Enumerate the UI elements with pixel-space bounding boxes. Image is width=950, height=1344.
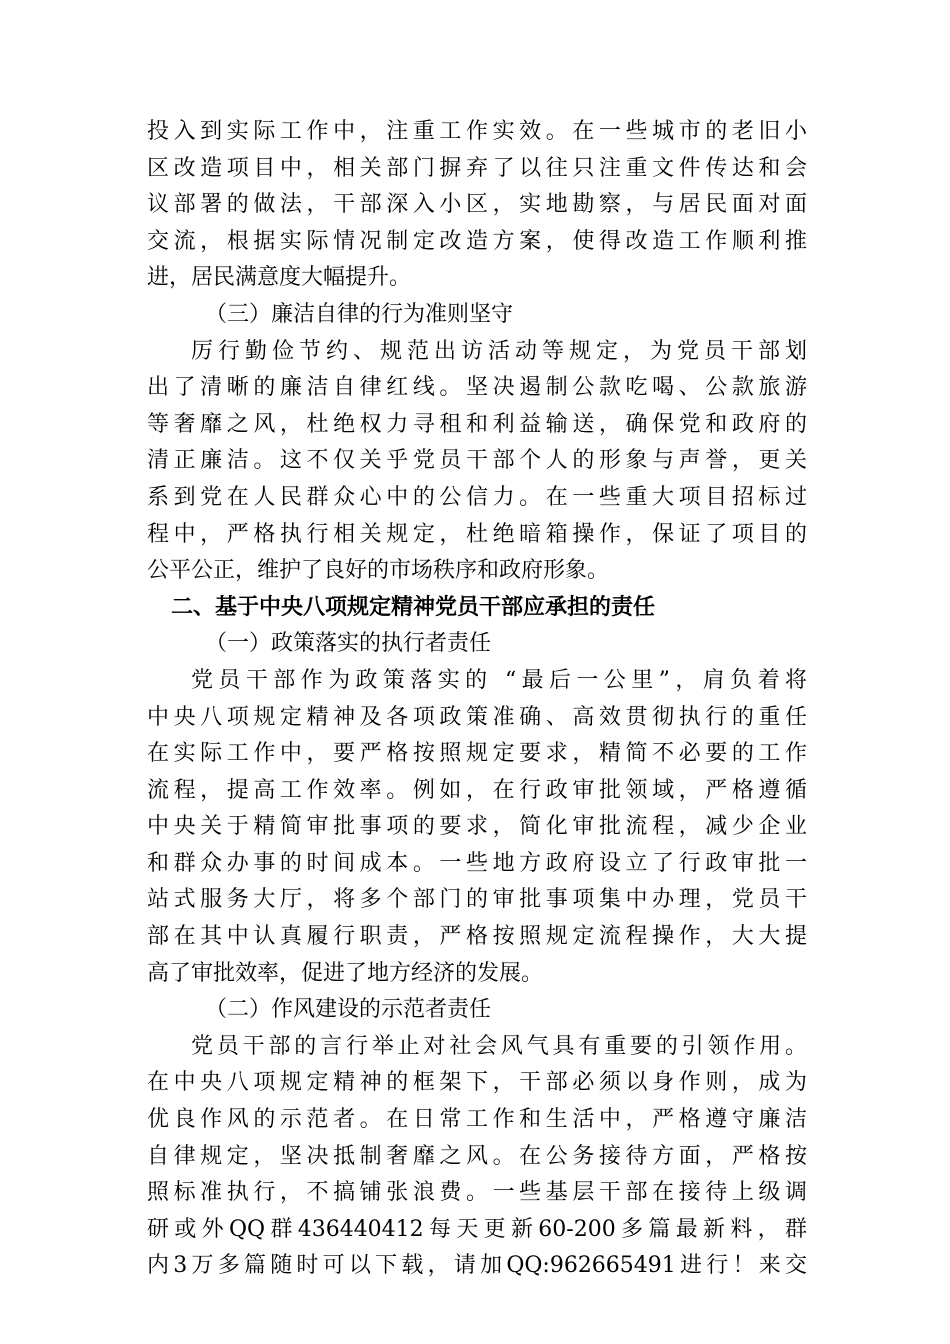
text-line: 站式服务大厅，将多个部门的审批事项集中办理，党员干 — [147, 887, 807, 913]
section-subheading: （三）廉洁自律的行为准则坚守 — [205, 301, 514, 327]
text-line: 程中，严格执行相关规定，杜绝暗箱操作，保证了项目的 — [147, 521, 807, 547]
text-line: 高了审批效率，促进了地方经济的发展。 — [147, 960, 544, 986]
text-line: 部在其中认真履行职责，严格按照规定流程操作，大大提 — [147, 924, 807, 950]
text-line: 优良作风的示范者。在日常工作和生活中，严格遵守廉洁 — [147, 1107, 807, 1133]
text-line: 自律规定，坚决抵制奢靡之风。在公务接待方面，严格按 — [147, 1143, 807, 1169]
text-line: 公平公正，维护了良好的市场秩序和政府形象。 — [147, 558, 610, 584]
text-line: 厉行勤俭节约、规范出访活动等规定，为党员干部划 — [191, 338, 807, 364]
section-heading: 二、基于中央八项规定精神党员干部应承担的责任 — [171, 594, 656, 620]
text-line: 中央关于精简审批事项的要求，简化审批流程，减少企业 — [147, 814, 807, 840]
text-line: 在中央八项规定精神的框架下，干部必须以身作则，成为 — [147, 1070, 807, 1096]
text-line: 照标准执行，不搞铺张浪费。一些基层干部在接待上级调 — [147, 1180, 807, 1206]
text-line: 系到党在人民群众心中的公信力。在一些重大项目招标过 — [147, 484, 807, 510]
text-line: 在实际工作中，要严格按照规定要求，精简不必要的工作 — [147, 741, 807, 767]
text-line: 党员干部的言行举止对社会风气具有重要的引领作用。 — [191, 1033, 807, 1059]
text-line: 中央八项规定精神及各项政策准确、高效贯彻执行的重任 — [147, 704, 807, 730]
section-subheading: （一）政策落实的执行者责任 — [205, 631, 492, 657]
text-line: 和群众办事的时间成本。一些地方政府设立了行政审批一 — [147, 850, 807, 876]
text-line: 研或外QQ群436440412每天更新60-200多篇最新料，群 — [147, 1216, 807, 1242]
text-line: 出了清晰的廉洁自律红线。坚决遏制公款吃喝、公款旅游 — [147, 375, 807, 401]
text-line: 区改造项目中，相关部门摒弃了以往只注重文件传达和会 — [147, 155, 807, 181]
text-line: 内3万多篇随时可以下载，请加QQ:962665491进行！来交 — [147, 1253, 807, 1279]
document-body — [147, 114, 807, 1285]
text-line: 议部署的做法，干部深入小区，实地勘察，与居民面对面 — [147, 192, 807, 218]
section-subheading: （二）作风建设的示范者责任 — [205, 997, 492, 1023]
text-line: 流程，提高工作效率。例如，在行政审批领域，严格遵循 — [147, 777, 807, 803]
text-line: 清正廉洁。这不仅关乎党员干部个人的形象与声誉，更关 — [147, 448, 807, 474]
text-line: 等奢靡之风，杜绝权力寻租和利益输送，确保党和政府的 — [147, 411, 807, 437]
text-line: 投入到实际工作中，注重工作实效。在一些城市的老旧小 — [147, 119, 807, 144]
text-line: 交流，根据实际情况制定改造方案，使得改造工作顺利推 — [147, 228, 807, 254]
text-line: 党员干部作为政策落实的 “最后一公里”，肩负着将 — [191, 667, 807, 693]
text-line: 进，居民满意度大幅提升。 — [147, 265, 412, 291]
